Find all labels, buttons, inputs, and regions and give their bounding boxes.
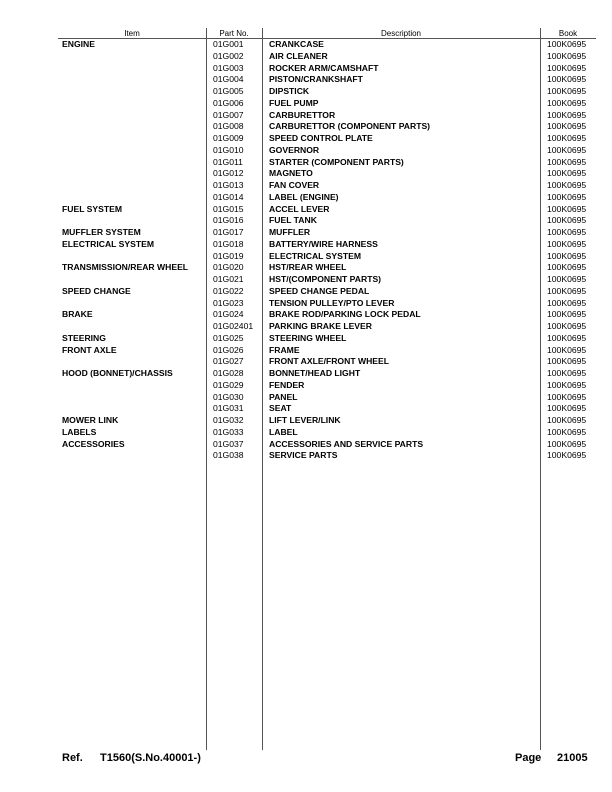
row-book: 100K0695 bbox=[547, 321, 587, 331]
table-row bbox=[58, 168, 596, 180]
row-book: 100K0695 bbox=[547, 97, 587, 108]
row-part-no: 01G027 bbox=[213, 356, 244, 367]
row-book: 100K0695 bbox=[547, 403, 587, 414]
row-description: TENSION PULLEY/PTO LEVER bbox=[269, 297, 395, 308]
row-item: TRANSMISSION/REAR WHEEL bbox=[62, 262, 189, 273]
row-description: AIR CLEANER bbox=[269, 50, 328, 61]
row-part-no: 01G020 bbox=[213, 262, 244, 273]
row-book: 100K0695 bbox=[547, 133, 587, 143]
row-item: FUEL SYSTEM bbox=[62, 203, 123, 214]
row-part-no: 01G026 bbox=[213, 344, 244, 355]
table-row bbox=[58, 133, 596, 145]
row-book: 100K0695 bbox=[547, 227, 587, 237]
table-row bbox=[58, 403, 596, 415]
row-book: 100K0695 bbox=[547, 50, 587, 61]
row-description: CARBURETTOR (COMPONENT PARTS) bbox=[269, 121, 431, 132]
row-description: FUEL TANK bbox=[269, 215, 317, 226]
row-part-no: 01G019 bbox=[213, 250, 244, 261]
parts-index-table bbox=[58, 28, 596, 750]
row-part-no: 01G002 bbox=[213, 50, 244, 61]
table-row bbox=[58, 298, 596, 310]
row-book: 100K0695 bbox=[547, 121, 587, 132]
row-part-no: 01G007 bbox=[213, 109, 244, 120]
table-row bbox=[58, 86, 596, 98]
ref-label: Ref. bbox=[62, 752, 83, 764]
row-description: LIFT LEVER/LINK bbox=[269, 415, 341, 425]
row-description: FAN COVER bbox=[269, 180, 320, 190]
row-book: 100K0695 bbox=[547, 332, 587, 343]
row-part-no: 01G022 bbox=[213, 285, 244, 296]
row-item: BRAKE bbox=[62, 309, 93, 320]
row-description: LABEL (ENGINE) bbox=[269, 191, 339, 202]
table-row bbox=[58, 380, 596, 392]
table-row bbox=[58, 262, 596, 274]
row-book: 100K0695 bbox=[547, 156, 587, 167]
row-book: 100K0695 bbox=[547, 274, 587, 284]
row-description: SPEED CONTROL PLATE bbox=[269, 133, 373, 143]
row-description: ACCEL LEVER bbox=[269, 203, 330, 214]
table-row bbox=[58, 368, 596, 380]
row-part-no: 01G037 bbox=[213, 438, 244, 449]
table-row bbox=[58, 192, 596, 204]
row-description: HST/(COMPONENT PARTS) bbox=[269, 274, 382, 284]
table-row bbox=[58, 215, 596, 227]
page-number: 21005 bbox=[557, 752, 588, 764]
row-part-no: 01G017 bbox=[213, 227, 244, 237]
row-description: LABEL bbox=[269, 426, 298, 437]
row-part-no: 01G012 bbox=[213, 168, 244, 179]
row-description: BRAKE ROD/PARKING LOCK PEDAL bbox=[269, 309, 421, 320]
row-description: CRANKCASE bbox=[269, 39, 324, 49]
row-book: 100K0695 bbox=[547, 379, 587, 390]
table-row bbox=[58, 63, 596, 75]
row-book: 100K0695 bbox=[547, 109, 587, 120]
row-book: 100K0695 bbox=[547, 144, 587, 155]
row-description: SPEED CHANGE PEDAL bbox=[269, 285, 370, 296]
table-row bbox=[58, 321, 596, 333]
row-item: ENGINE bbox=[62, 39, 95, 49]
row-item: LABELS bbox=[62, 426, 97, 437]
row-description: GOVERNOR bbox=[269, 144, 320, 155]
row-book: 100K0695 bbox=[547, 86, 587, 96]
row-item: MOWER LINK bbox=[62, 415, 119, 425]
row-description: STARTER (COMPONENT PARTS) bbox=[269, 156, 404, 167]
row-description: PANEL bbox=[269, 391, 298, 402]
row-book: 100K0695 bbox=[547, 168, 587, 179]
row-part-no: 01G038 bbox=[213, 450, 244, 461]
row-book: 100K0695 bbox=[547, 391, 587, 402]
row-book: 100K0695 bbox=[547, 203, 587, 214]
ref-value: T1560(S.No.40001-) bbox=[100, 752, 201, 764]
row-part-no: 01G004 bbox=[213, 74, 244, 85]
row-part-no: 01G005 bbox=[213, 86, 244, 96]
row-book: 100K0695 bbox=[547, 215, 587, 226]
row-description: STEERING WHEEL bbox=[269, 332, 347, 343]
row-book: 100K0695 bbox=[547, 74, 587, 85]
row-item: HOOD (BONNET)/CHASSIS bbox=[62, 368, 173, 378]
table-row bbox=[58, 333, 596, 345]
row-description: FRAME bbox=[269, 344, 300, 355]
table-row bbox=[58, 74, 596, 86]
row-description: SERVICE PARTS bbox=[269, 450, 338, 461]
row-description: ACCESSORIES AND SERVICE PARTS bbox=[269, 438, 424, 449]
row-book: 100K0695 bbox=[547, 438, 587, 449]
header-part-no: Part No. bbox=[219, 29, 249, 38]
row-book: 100K0695 bbox=[547, 62, 587, 73]
row-part-no: 01G025 bbox=[213, 332, 244, 343]
row-part-no: 01G018 bbox=[213, 238, 244, 249]
table-row bbox=[58, 39, 596, 51]
row-item: STEERING bbox=[62, 332, 106, 343]
row-description: DIPSTICK bbox=[269, 86, 310, 96]
table-row bbox=[58, 110, 596, 122]
row-part-no: 01G029 bbox=[213, 379, 244, 390]
row-description: PARKING BRAKE LEVER bbox=[269, 321, 372, 331]
row-part-no: 01G021 bbox=[213, 274, 244, 284]
table-row bbox=[58, 415, 596, 427]
table-row bbox=[58, 356, 596, 368]
table-row bbox=[58, 121, 596, 133]
row-book: 100K0695 bbox=[547, 415, 587, 425]
row-book: 100K0695 bbox=[547, 297, 587, 308]
row-description: FUEL PUMP bbox=[269, 97, 319, 108]
row-part-no: 01G033 bbox=[213, 426, 244, 437]
table-row bbox=[58, 439, 596, 451]
table-row bbox=[58, 427, 596, 439]
row-part-no: 01G010 bbox=[213, 144, 244, 155]
row-item: SPEED CHANGE bbox=[62, 285, 131, 296]
row-description: FENDER bbox=[269, 379, 305, 390]
row-description: BATTERY/WIRE HARNESS bbox=[269, 238, 378, 249]
header-item: Item bbox=[124, 29, 140, 38]
row-part-no: 01G030 bbox=[213, 391, 244, 402]
row-description: ROCKER ARM/CAMSHAFT bbox=[269, 62, 379, 73]
row-book: 100K0695 bbox=[547, 39, 587, 49]
table-row bbox=[58, 345, 596, 357]
row-description: MAGNETO bbox=[269, 168, 313, 179]
row-book: 100K0695 bbox=[547, 450, 587, 461]
row-description: SEAT bbox=[269, 403, 292, 414]
row-book: 100K0695 bbox=[547, 262, 587, 273]
row-book: 100K0695 bbox=[547, 191, 587, 202]
row-book: 100K0695 bbox=[547, 250, 587, 261]
row-description: CARBURETTOR bbox=[269, 109, 336, 120]
header-book: Book bbox=[558, 29, 578, 38]
row-part-no: 01G014 bbox=[213, 191, 244, 202]
table-row bbox=[58, 145, 596, 157]
table-row bbox=[58, 274, 596, 286]
row-part-no: 01G006 bbox=[213, 97, 244, 108]
row-part-no: 01G032 bbox=[213, 415, 244, 425]
row-part-no: 01G009 bbox=[213, 133, 244, 143]
row-book: 100K0695 bbox=[547, 238, 587, 249]
row-part-no: 01G016 bbox=[213, 215, 244, 226]
row-item: ELECTRICAL SYSTEM bbox=[62, 238, 154, 249]
row-description: ELECTRICAL SYSTEM bbox=[269, 250, 361, 261]
row-book: 100K0695 bbox=[547, 180, 587, 190]
row-description: PISTON/CRANKSHAFT bbox=[269, 74, 363, 85]
row-book: 100K0695 bbox=[547, 344, 587, 355]
row-book: 100K0695 bbox=[547, 426, 587, 437]
row-book: 100K0695 bbox=[547, 309, 587, 320]
row-book: 100K0695 bbox=[547, 356, 587, 367]
table-row bbox=[58, 227, 596, 239]
row-part-no: 01G013 bbox=[213, 180, 244, 190]
table-row bbox=[58, 309, 596, 321]
table-row bbox=[58, 251, 596, 263]
row-part-no: 01G001 bbox=[213, 39, 244, 49]
row-part-no: 01G024 bbox=[213, 309, 244, 320]
table-row bbox=[58, 450, 596, 462]
row-book: 100K0695 bbox=[547, 368, 587, 378]
table-row bbox=[58, 286, 596, 298]
table-row bbox=[58, 157, 596, 169]
row-part-no: 01G011 bbox=[213, 156, 243, 167]
header-description: Description bbox=[380, 29, 421, 38]
table-body bbox=[58, 39, 596, 462]
row-part-no: 01G023 bbox=[213, 297, 244, 308]
table-row bbox=[58, 239, 596, 251]
row-item: ACCESSORIES bbox=[62, 438, 125, 449]
row-description: HST/REAR WHEEL bbox=[269, 262, 347, 273]
row-item: FRONT AXLE bbox=[62, 344, 117, 355]
table-row bbox=[58, 51, 596, 63]
row-item: MUFFLER SYSTEM bbox=[62, 227, 141, 237]
row-description: FRONT AXLE/FRONT WHEEL bbox=[269, 356, 389, 367]
row-part-no: 01G008 bbox=[213, 121, 244, 132]
table-row bbox=[58, 180, 596, 192]
table-row bbox=[58, 98, 596, 110]
row-part-no: 01G003 bbox=[213, 62, 244, 73]
row-description: BONNET/HEAD LIGHT bbox=[269, 368, 361, 378]
page-label: Page bbox=[515, 752, 542, 764]
row-description: MUFFLER bbox=[269, 227, 311, 237]
row-book: 100K0695 bbox=[547, 285, 587, 296]
row-part-no: 01G028 bbox=[213, 368, 244, 378]
table-row bbox=[58, 392, 596, 404]
table-row bbox=[58, 204, 596, 216]
row-part-no: 01G02401 bbox=[213, 321, 254, 331]
row-part-no: 01G031 bbox=[213, 403, 244, 414]
row-part-no: 01G015 bbox=[213, 203, 244, 214]
